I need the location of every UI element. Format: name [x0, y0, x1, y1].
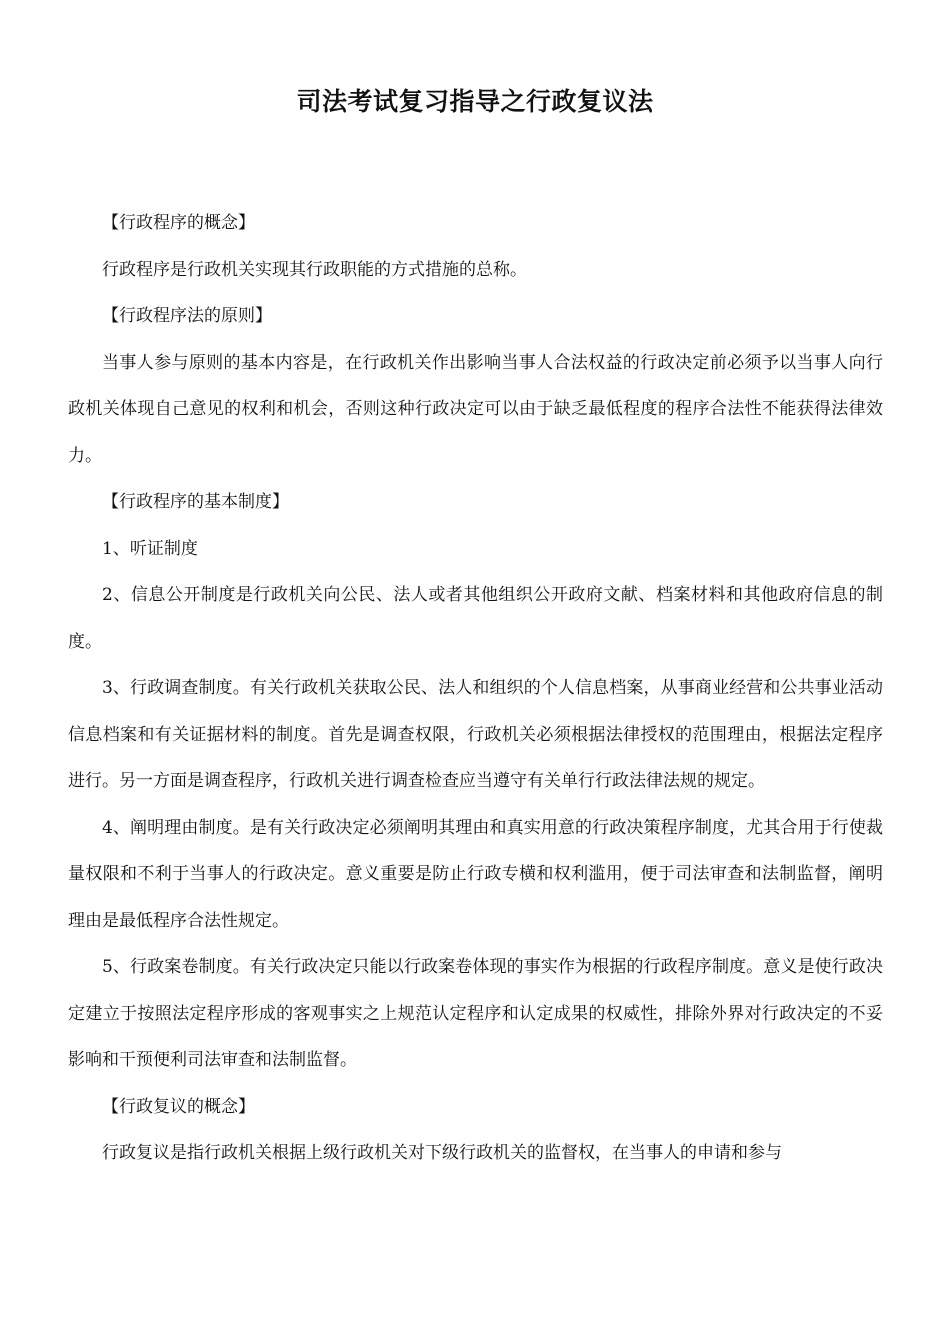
- paragraph: 当事人参与原则的基本内容是，在行政机关作出影响当事人合法权益的行政决定前必须予以当事人向行政机关体现自己意见的权利和机会，否则这种行政决定可以由于缺乏最低程度的程序合法性不能获得法律效力。: [68, 352, 883, 466]
- document-title: 司法考试复习指导之行政复议法: [296, 87, 654, 116]
- list-item: 2、信息公开制度是行政机关向公民、法人或者其他组织公开政府文献、档案材料和其他政府信息的制度。: [68, 585, 883, 652]
- list-item: 1、听证制度: [102, 538, 198, 559]
- document-body: [68, 200, 883, 1177]
- paragraph: 行政程序是行政机关实现其行政职能的方式措施的总称。: [102, 259, 527, 280]
- section-heading-concept: 【行政程序的概念】: [102, 213, 255, 233]
- paragraph: 行政复议是指行政机关根据上级行政机关对下级行政机关的监督权，在当事人的申请和参与: [102, 1143, 782, 1163]
- section-heading-review-concept: 【行政复议的概念】: [102, 1096, 255, 1117]
- section-heading-basic-systems: 【行政程序的基本制度】: [102, 492, 289, 512]
- list-item: 4、阐明理由制度。是有关行政决定必须阐明其理由和真实用意的行政决策程序制度，尤其合用于行使裁量权限和不利于当事人的行政决定。意义重要是防止行政专横和权利滥用，便于司法审查和法制监督，阐明理由是最低程序合法性规定。: [68, 817, 883, 931]
- section-heading-principles: 【行政程序法的原则】: [102, 306, 272, 326]
- list-item: 5、行政案卷制度。有关行政决定只能以行政案卷体现的事实作为根据的行政程序制度。意义是使行政决定建立于按照法定程序形成的客观事实之上规范认定程序和认定成果的权威性，排除外界对行政决定的不妥影响和干预便利司法审查和法制监督。: [68, 957, 883, 1070]
- list-item: 3、行政调查制度。有关行政机关获取公民、法人和组织的个人信息档案，从事商业经营和公共事业活动信息档案和有关证据材料的制度。首先是调查权限，行政机关必须根据法律授权的范围理由，根据法定程序进行。另一方面是调查程序，行政机关进行调查检查应当遵守有关单行行政法律法规的规定。: [68, 678, 883, 791]
